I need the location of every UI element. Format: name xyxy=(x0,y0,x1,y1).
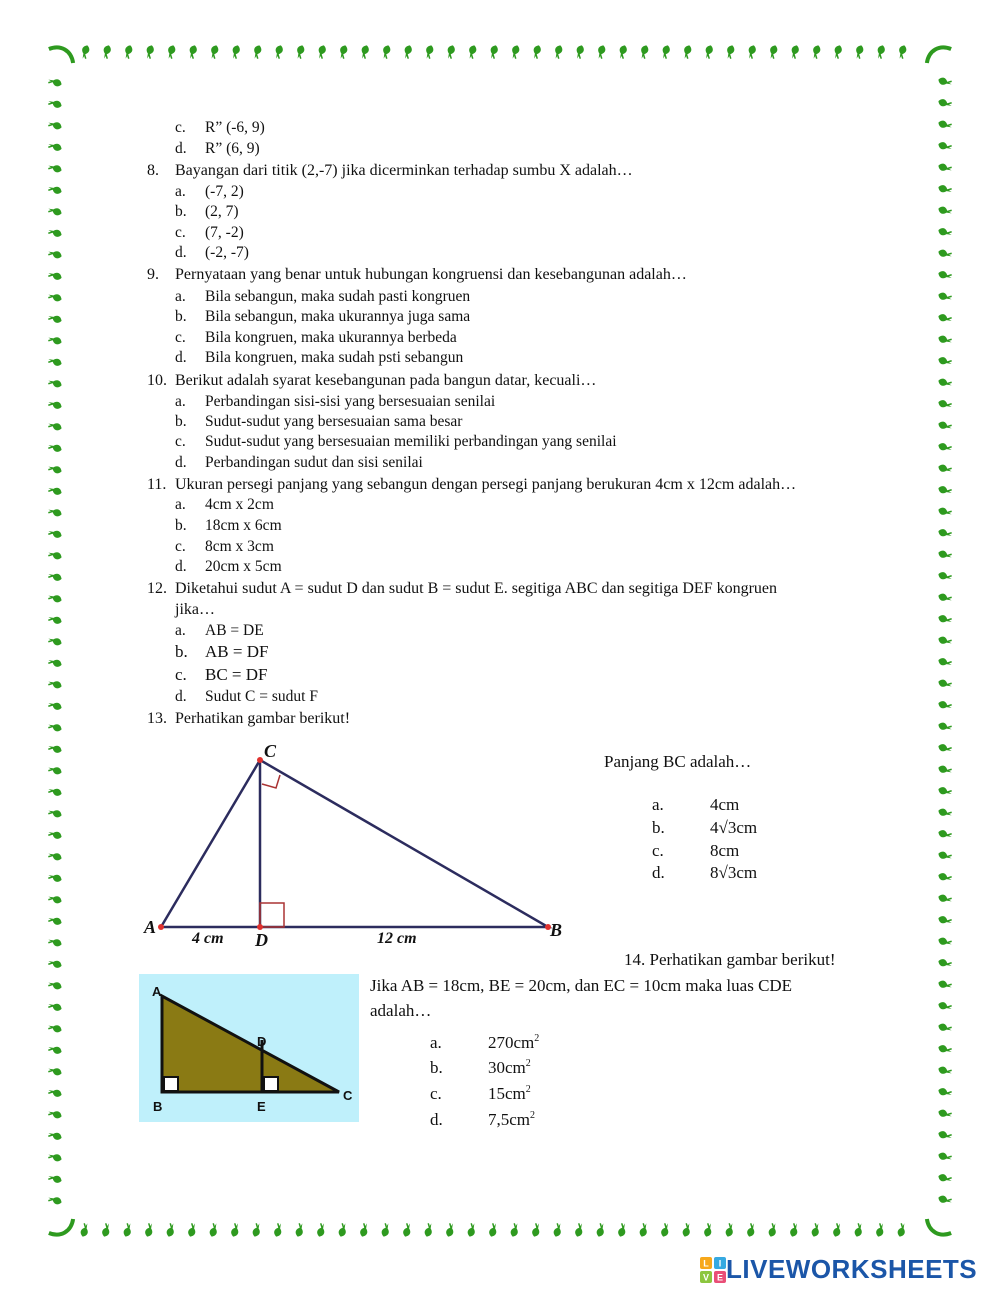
border-leaf xyxy=(552,44,563,60)
border-leaf xyxy=(47,829,63,840)
border-leaf xyxy=(681,1222,692,1238)
border-leaf xyxy=(832,1222,843,1238)
border-leaf xyxy=(47,205,63,216)
border-leaf xyxy=(595,1222,606,1238)
question-12-number: 12. xyxy=(147,580,167,597)
border-leaf xyxy=(47,356,63,367)
border-leaf xyxy=(47,592,63,603)
q13-option-d: d. 8√3cm xyxy=(652,863,758,882)
border-leaf xyxy=(832,44,843,60)
question-9-option-c: c. Bila kongruen, maka ukurannya berbeda xyxy=(175,329,457,346)
border-leaf xyxy=(937,399,953,410)
border-leaf xyxy=(47,721,63,732)
border-leaf xyxy=(638,44,649,60)
border-leaf xyxy=(937,1022,953,1033)
border-leaf xyxy=(531,1222,542,1238)
border-leaf xyxy=(937,377,953,388)
border-leaf xyxy=(47,1173,63,1184)
border-leaf xyxy=(47,442,63,453)
border-leaf xyxy=(937,1173,953,1184)
question-9-option-d: d. Bila kongruen, maka sudah psti sebangun xyxy=(175,349,464,366)
border-leaf xyxy=(660,44,671,60)
border-leaf xyxy=(937,1108,953,1119)
border-leaf xyxy=(937,248,953,259)
q13-question: Panjang BC adalah… xyxy=(604,752,752,771)
question-8-number: 8. xyxy=(147,162,159,179)
border-leaf xyxy=(617,44,628,60)
label-b: B xyxy=(153,1099,163,1114)
border-leaf xyxy=(47,1130,63,1141)
border-leaf xyxy=(47,1065,63,1076)
border-leaf xyxy=(488,1222,499,1238)
border-leaf xyxy=(937,958,953,969)
border-leaf xyxy=(47,850,63,861)
border-leaf xyxy=(47,979,63,990)
question-8-text: Bayangan dari titik (2,-7) jika dicerminkan terhadap sumbu X adalah… xyxy=(175,162,633,179)
border-leaf xyxy=(937,893,953,904)
svg-text:I: I xyxy=(718,1258,722,1268)
border-leaf xyxy=(724,1222,735,1238)
border-leaf xyxy=(402,1222,413,1238)
border-leaf xyxy=(47,1044,63,1055)
border-leaf xyxy=(230,44,241,60)
border-leaf xyxy=(875,44,886,60)
border-leaf xyxy=(937,98,953,109)
border-leaf xyxy=(875,1222,886,1238)
border-leaf xyxy=(937,635,953,646)
border-leaf xyxy=(316,44,327,60)
border-leaf xyxy=(423,1222,434,1238)
point-a xyxy=(158,924,164,930)
border-leaf xyxy=(79,44,90,60)
border-leaf xyxy=(937,700,953,711)
q13-option-a: a. 4cm xyxy=(652,795,740,814)
border-leaf xyxy=(445,44,456,60)
border-leaf xyxy=(810,44,821,60)
border-leaf xyxy=(703,44,714,60)
border-leaf xyxy=(273,44,284,60)
border-leaf xyxy=(853,44,864,60)
border-leaf xyxy=(47,936,63,947)
q13-option-c: c. 8cm xyxy=(652,841,740,860)
border-leaf xyxy=(47,528,63,539)
border-leaf xyxy=(937,743,953,754)
question-10-option-c: c. Sudut-sudut yang bersesuaian memiliki perbandingan yang senilai xyxy=(175,433,617,450)
border-leaf xyxy=(638,1222,649,1238)
label-c: C xyxy=(264,741,277,761)
q14-option-c: c. $15cm^2$ xyxy=(430,1084,531,1103)
border-leaf xyxy=(937,549,953,560)
border-leaf xyxy=(767,44,778,60)
border-leaf xyxy=(937,678,953,689)
border-leaf xyxy=(552,1222,563,1238)
border-corner xyxy=(923,43,951,63)
border-leaf xyxy=(937,313,953,324)
border-leaf xyxy=(47,1194,63,1205)
border-leaf xyxy=(359,1222,370,1238)
border-leaf xyxy=(47,915,63,926)
border-leaf xyxy=(47,1022,63,1033)
border-leaf xyxy=(79,1222,90,1238)
border-leaf xyxy=(47,1087,63,1098)
question-14-text-cont: adalah… xyxy=(370,1001,432,1020)
border-leaf xyxy=(165,44,176,60)
border-leaf xyxy=(47,506,63,517)
border-leaf xyxy=(937,614,953,625)
border-leaf xyxy=(337,44,348,60)
border-leaf xyxy=(789,44,800,60)
border-leaf xyxy=(380,44,391,60)
border-corner xyxy=(49,43,77,63)
border-leaf xyxy=(746,44,757,60)
border-leaf xyxy=(937,334,953,345)
border-leaf xyxy=(47,420,63,431)
border-leaf xyxy=(359,44,370,60)
border-leaf xyxy=(574,44,585,60)
q14-option-d: d. $7,5cm^2$ xyxy=(430,1110,536,1129)
question-8-option-a: a. (-7, 2) xyxy=(175,183,244,200)
border-leaf xyxy=(47,764,63,775)
border-leaf xyxy=(466,1222,477,1238)
border-leaf xyxy=(937,936,953,947)
border-leaf xyxy=(531,44,542,60)
border-leaf xyxy=(144,44,155,60)
brand-name: LIVEWORKSHEETS xyxy=(726,1254,978,1284)
border-leaf xyxy=(122,1222,133,1238)
option-prev-d: d. R” (6, 9) xyxy=(175,140,260,157)
border-leaf xyxy=(402,44,413,60)
border-leaf xyxy=(47,291,63,302)
border-leaf xyxy=(47,678,63,689)
border-leaf xyxy=(380,1222,391,1238)
q14-option-a: a. $270cm^2$ xyxy=(430,1033,540,1052)
border-leaf xyxy=(47,313,63,324)
border-leaf xyxy=(724,44,735,60)
border-leaf xyxy=(937,227,953,238)
border-leaf xyxy=(47,1151,63,1162)
border-leaf xyxy=(187,1222,198,1238)
border-leaf xyxy=(896,1222,907,1238)
question-9-option-a: a. Bila sebangun, maka sudah pasti kongruen xyxy=(175,288,471,305)
option-prev-c: c. R” (-6, 9) xyxy=(175,119,265,136)
question-10-number: 10. xyxy=(147,372,167,389)
question-10-option-b: b. Sudut-sudut yang bersesuaian sama besar xyxy=(175,413,463,430)
border-leaf xyxy=(101,44,112,60)
border-leaf xyxy=(47,1108,63,1119)
question-9-text: Pernyataan yang benar untuk hubungan kongruensi dan kesebangunan adalah… xyxy=(175,266,687,283)
border-leaf xyxy=(937,205,953,216)
border-leaf xyxy=(937,1044,953,1055)
border-leaf xyxy=(937,1194,953,1205)
border-leaf xyxy=(746,1222,757,1238)
border-leaf xyxy=(767,1222,778,1238)
question-10-option-d: d. Perbandingan sudut dan sisi senilai xyxy=(175,454,423,471)
question-8-option-b: b. (2, 7) xyxy=(175,203,239,220)
question-10-text: Berikut adalah syarat kesebangunan pada bangun datar, kecuali… xyxy=(175,372,597,389)
question-10-option-a: a. Perbandingan sisi-sisi yang bersesuaian senilai xyxy=(175,393,496,410)
border-leaf xyxy=(47,248,63,259)
border-leaf xyxy=(937,657,953,668)
border-leaf xyxy=(47,184,63,195)
border-leaf xyxy=(937,786,953,797)
question-13-number: 13. xyxy=(147,710,167,727)
question-11-option-d: d. 20cm x 5cm xyxy=(175,558,282,575)
question-13-text: Perhatikan gambar berikut! xyxy=(175,710,351,727)
border-leaf xyxy=(122,44,133,60)
question-9-number: 9. xyxy=(147,266,159,283)
border-leaf xyxy=(294,44,305,60)
svg-text:L: L xyxy=(703,1258,709,1268)
question-9-option-b: b. Bila sebangun, maka ukurannya juga sama xyxy=(175,308,471,325)
border-leaf xyxy=(937,141,953,152)
border-leaf xyxy=(316,1222,327,1238)
question-12-option-c: c. BC = DF xyxy=(175,665,268,684)
question-12-text: Diketahui sudut A = sudut D dan sudut B = sudut E. segitiga ABC dan segitiga DEF kongruen xyxy=(175,580,778,597)
border-leaf xyxy=(47,893,63,904)
border-leaf xyxy=(937,1065,953,1076)
question-11-number: 11. xyxy=(147,476,167,493)
label-db-length: 12 cm xyxy=(377,930,417,947)
liveworksheets-logo[interactable] xyxy=(700,1254,977,1285)
border-leaf xyxy=(660,1222,671,1238)
border-leaf xyxy=(937,807,953,818)
border-leaf xyxy=(937,463,953,474)
border-leaf xyxy=(937,184,953,195)
border-leaf xyxy=(294,1222,305,1238)
label-c: C xyxy=(343,1088,353,1103)
svg-text:E: E xyxy=(716,1272,724,1282)
border-leaf xyxy=(47,549,63,560)
border-leaf xyxy=(937,872,953,883)
border-leaf xyxy=(47,227,63,238)
question-8-option-d: d. (-2, -7) xyxy=(175,244,249,261)
question-14-text: Jika AB = 18cm, BE = 20cm, dan EC = 10cm maka luas CDE xyxy=(370,976,793,995)
border-leaf xyxy=(47,485,63,496)
border-leaf xyxy=(937,829,953,840)
label-d: D xyxy=(255,930,268,950)
border-leaf xyxy=(47,98,63,109)
border-leaf xyxy=(47,786,63,797)
border-leaf xyxy=(47,399,63,410)
border-leaf xyxy=(47,377,63,388)
border-leaf xyxy=(937,291,953,302)
question-11-option-a: a. 4cm x 2cm xyxy=(175,496,274,513)
border-leaf xyxy=(937,850,953,861)
border-leaf xyxy=(47,270,63,281)
border-leaf xyxy=(47,119,63,130)
border-leaf xyxy=(47,614,63,625)
q13-triangle-figure xyxy=(140,740,580,955)
border-leaf xyxy=(47,635,63,646)
border-leaf xyxy=(47,463,63,474)
border-leaf xyxy=(617,1222,628,1238)
border-leaf xyxy=(937,420,953,431)
border-leaf xyxy=(937,162,953,173)
border-leaf xyxy=(47,958,63,969)
border-leaf xyxy=(101,1222,112,1238)
border-leaf xyxy=(509,1222,520,1238)
border-leaf xyxy=(574,1222,585,1238)
border-leaf xyxy=(937,1151,953,1162)
border-leaf xyxy=(488,44,499,60)
border-leaf xyxy=(853,1222,864,1238)
border-leaf xyxy=(937,1087,953,1098)
point-c xyxy=(257,757,263,763)
border-leaf xyxy=(937,571,953,582)
svg-text:V: V xyxy=(702,1272,710,1282)
border-leaf xyxy=(47,76,63,87)
border-leaf xyxy=(937,270,953,281)
q14-option-b: b. $30cm^2$ xyxy=(430,1058,531,1077)
liveworksheets-icon xyxy=(700,1257,726,1283)
border-leaf xyxy=(47,141,63,152)
border-leaf xyxy=(937,356,953,367)
question-12-option-d: d. Sudut C = sudut F xyxy=(175,688,318,705)
border-leaf xyxy=(273,1222,284,1238)
border-leaf xyxy=(47,807,63,818)
border-leaf xyxy=(595,44,606,60)
question-8-option-c: c. (7, -2) xyxy=(175,224,244,241)
label-a: A xyxy=(144,917,157,937)
border-leaf xyxy=(47,162,63,173)
border-leaf xyxy=(937,1130,953,1141)
question-12-text-cont: jika… xyxy=(175,601,215,618)
label-ad-length: 4 cm xyxy=(192,930,224,947)
border-leaf xyxy=(937,528,953,539)
border-leaf xyxy=(937,592,953,603)
border-leaf xyxy=(703,1222,714,1238)
border-leaf xyxy=(230,1222,241,1238)
border-leaf xyxy=(509,44,520,60)
border-leaf xyxy=(466,44,477,60)
border-leaf xyxy=(681,44,692,60)
border-leaf xyxy=(937,442,953,453)
border-leaf xyxy=(789,1222,800,1238)
border-leaf xyxy=(144,1222,155,1238)
border-leaf xyxy=(937,979,953,990)
question-14-heading: 14. Perhatikan gambar berikut! xyxy=(624,950,836,969)
question-12-option-a: a. AB = DE xyxy=(175,622,264,639)
label-d: D xyxy=(257,1034,267,1049)
border-leaf xyxy=(47,334,63,345)
border-leaf xyxy=(937,764,953,775)
border-leaf xyxy=(187,44,198,60)
border-leaf xyxy=(937,119,953,130)
border-leaf xyxy=(937,915,953,926)
border-leaf xyxy=(251,1222,262,1238)
border-leaf xyxy=(937,721,953,732)
border-corner xyxy=(923,1219,951,1239)
border-leaf xyxy=(937,1001,953,1012)
border-leaf xyxy=(445,1222,456,1238)
border-leaf xyxy=(810,1222,821,1238)
border-leaf xyxy=(423,44,434,60)
border-leaf xyxy=(208,44,219,60)
question-11-text: Ukuran persegi panjang yang sebangun dengan persegi panjang berukuran 4cm x 12cm adalah… xyxy=(175,476,797,493)
border-leaf xyxy=(251,44,262,60)
border-leaf xyxy=(47,872,63,883)
border-leaf xyxy=(47,657,63,668)
border-leaf xyxy=(937,485,953,496)
border-leaf xyxy=(937,76,953,87)
border-leaf xyxy=(337,1222,348,1238)
border-leaf xyxy=(47,1001,63,1012)
border-corner xyxy=(49,1219,77,1239)
question-12-option-b: b. AB = DF xyxy=(175,642,269,661)
label-e: E xyxy=(257,1099,266,1114)
border-leaf xyxy=(896,44,907,60)
question-11-option-c: c. 8cm x 3cm xyxy=(175,538,274,555)
border-leaf xyxy=(47,700,63,711)
border-leaf xyxy=(47,571,63,582)
border-leaf xyxy=(47,743,63,754)
q13-option-b: b. 4√3cm xyxy=(652,818,758,837)
q14-triangle-figure xyxy=(139,974,359,1122)
question-11-option-b: b. 18cm x 6cm xyxy=(175,517,282,534)
border-leaf xyxy=(208,1222,219,1238)
border-leaf xyxy=(937,506,953,517)
border-leaf xyxy=(165,1222,176,1238)
label-a: A xyxy=(152,984,162,999)
label-b: B xyxy=(550,920,563,940)
